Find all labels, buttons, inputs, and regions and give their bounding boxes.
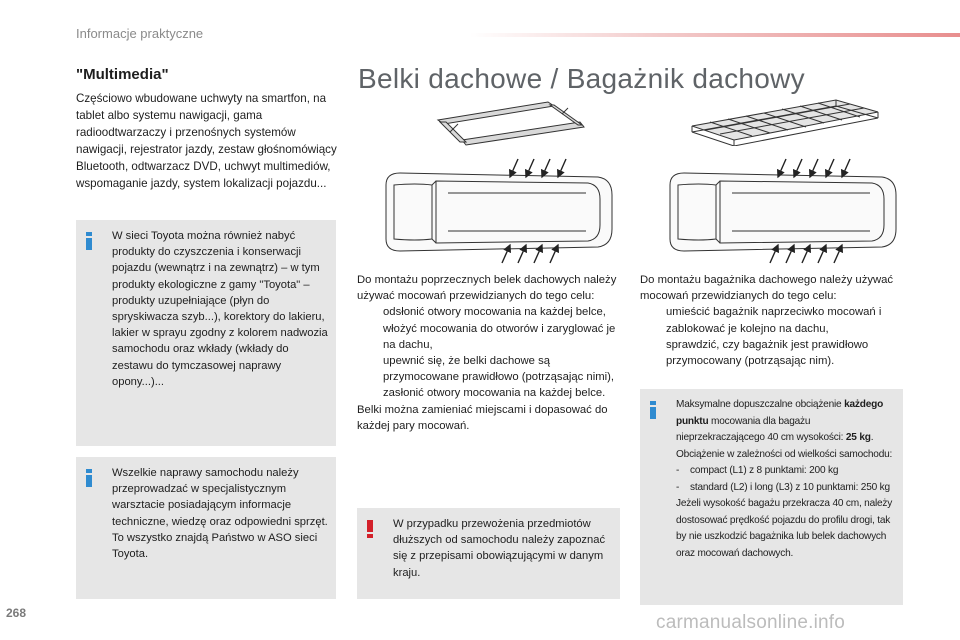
roof-bars-instructions [357,272,619,434]
watermark: carmanualsonline.info [656,612,846,633]
van-top-view-rack [660,155,900,267]
load-text: mocowania dla bagażu nieprzekraczającego 40 cm wysokości: [676,415,846,443]
page-title: Belki dachowe / Bagażnik dachowy [358,63,805,94]
list-item [357,304,619,320]
list-item-text: compact (L1) z 8 punktami: 200 kg [690,465,839,476]
info-icon [86,469,92,487]
list-item-text: zasłonić otwory mocowania na każdej belce. [383,387,606,400]
load-text: . [870,432,874,443]
list-item [357,385,619,401]
roof-rack-illustration [686,96,882,146]
list-item [357,353,619,385]
load-text: Maksymalne dopuszczalne obciążenie [676,399,845,410]
info-icon [650,401,656,419]
page-number: 268 [6,606,27,620]
list-item [357,321,619,353]
section-title: Informacje praktyczne [76,26,204,41]
van-top-view-bars [376,155,616,267]
load-info-box [640,389,903,605]
load-size-intro: Obciążenie w zależności od wielkości samochodu: [676,448,893,460]
list-item-text: odsłonić otwory mocowania na każdej belce, [383,306,606,319]
load-emphasis: każdego punktu [676,399,884,427]
dash-icon: - [676,465,680,476]
info-box-toyota-text: W sieci Toyota można również nabyć produkty do czyszczenia i konserwacji pojazdu (wewnątrz i na zewnątrz) – w tym produkty ekologiczne z gamy "Toyota" – produkty uzupełniające (płyn do spryskiwacza szyb...), korektory do lakieru, lakier w sprayu zgodny z kolorem nadwozia samochodu oraz wkłady (wkłady do zestawu do tymczasowej naprawy opony...)... [112,230,328,388]
warning-box-text: W przypadku przewożenia przedmiotów dłuższych od samochodu należy zapoznać się z przepisami obowiązującymi w danym kraju. [393,518,606,579]
dash-icon: - [676,481,680,493]
load-info-paragraph [676,397,895,447]
warning-box [357,508,620,599]
load-info-text [676,397,895,562]
info-box-repairs-text: Wszelkie naprawy samochodu należy przeprowadzać w specjalistycznym warsztacie posiadającym informacje techniczne, wiedzę oraz odpowiedni sprzęt. To wszystko znajdą Państwo w ASO sieci Toyota. [112,467,328,561]
info-box-toyota [76,220,336,446]
list-item [676,463,895,480]
load-value: 25 kg [845,432,871,443]
list-item-text: standard (L2) i long (L3) z 10 punktami: 250 kg [690,481,890,493]
load-speed-note: Jeżeli wysokość bagażu przekracza 40 cm, należy dostosować prędkość pojazdu do profilu drogi, tak by nie uszkodzić bagażnika lub belek dachowych oraz mocowań dachowych. [676,498,893,559]
roof-rack-intro: Do montażu bagażnika dachowego należy używać mocowań przewidzianych do tego celu: [640,274,894,303]
list-item [640,337,908,369]
list-item-text: sprawdzić, czy bagażnik jest prawidłowo przymocowany (potrząsając nim). [666,338,869,368]
list-item-text: umieścić bagażnik naprzeciwko mocowań i zablokować je kolejno na dachu, [666,306,882,335]
roof-bar-illustration [432,100,587,148]
list-item-text: włożyć mocowania do otworów i zaryglować je na dachu, [383,322,616,351]
roof-bars-intro: Do montażu poprzecznych belek dachowych należy używać mocowań przewidzianych do tego celu: [357,274,617,303]
list-item [640,304,908,336]
roof-bars-outro: Belki można zamieniać miejscami i dopasować do każdej pary mocowań. [357,403,608,432]
info-icon [86,232,92,250]
list-item [676,480,895,497]
warning-icon [367,520,373,538]
list-item-text: upewnić się, że belki dachowe są przymocowane prawidłowo (potrząsając nimi), [383,355,615,384]
multimedia-heading: "Multimedia" [76,66,169,83]
roof-rack-instructions [640,272,908,369]
header-line [470,33,960,37]
info-box-repairs [76,457,336,599]
multimedia-text: Częściowo wbudowane uchwyty na smartfon, na tablet albo systemu nawigacji, gama radioodtwarzaczy i przenośnych systemów nawigacji, rejestrator jazdy, zestaw głośnomówiący Bluetooth, odtwarzacz DVD, uchwyt multimediów, wspomaganie jazdy, system lokalizacji pojazdu... [76,92,337,190]
